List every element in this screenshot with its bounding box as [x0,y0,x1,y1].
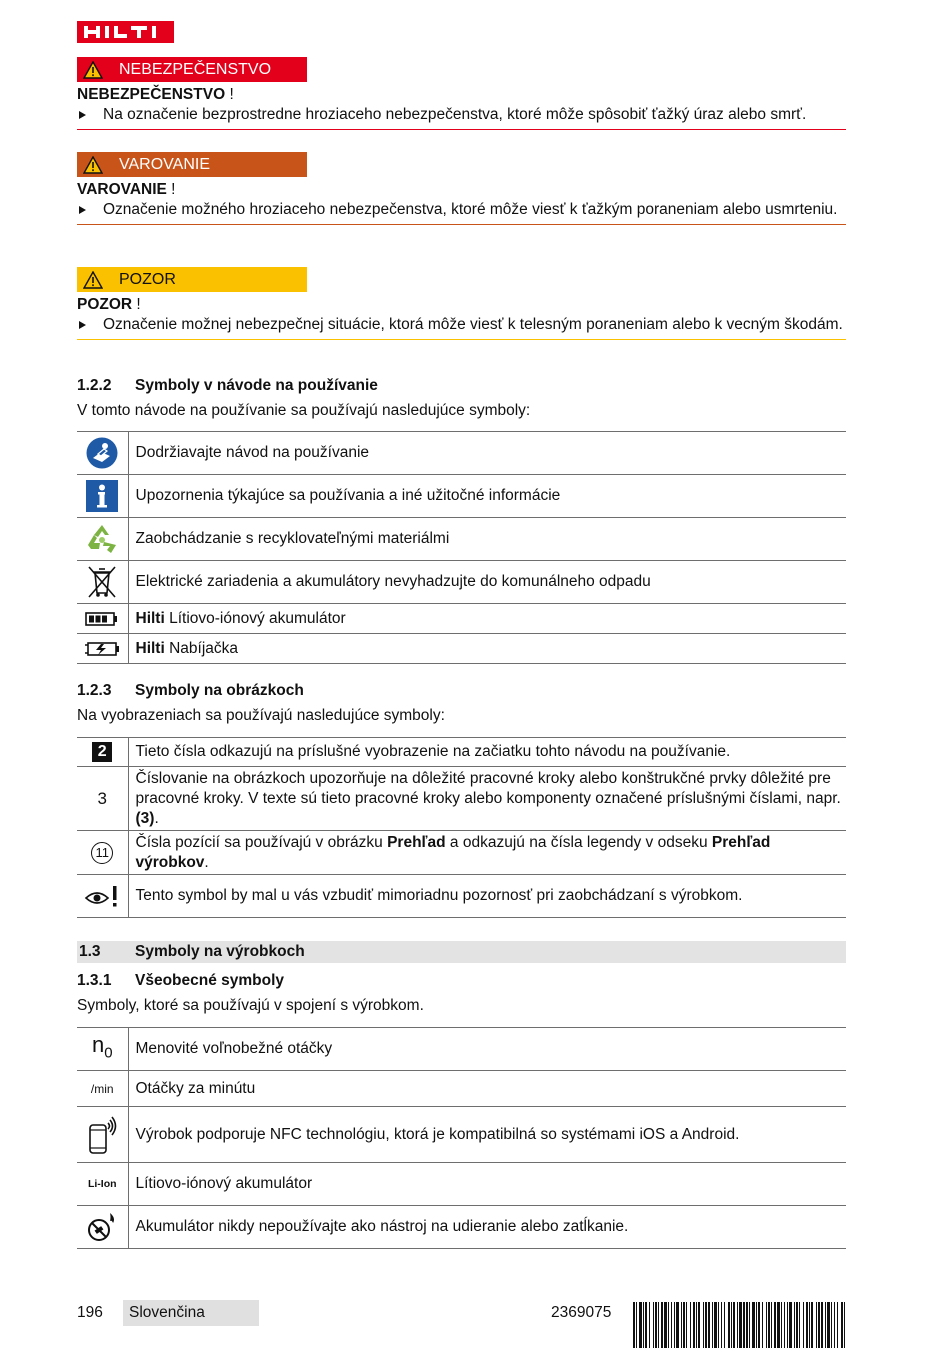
barcode-bar [649,1302,650,1348]
barcode-bar [664,1302,667,1348]
hazard-label-danger [77,57,307,82]
per-minute-icon: /min [90,1081,114,1096]
hazard-exclaim: ! [166,181,176,198]
barcode-bar [796,1302,798,1348]
symbol-desc: Tento symbol by mal u vás vzbudiť mimoriadnu pozornosť pri zaobchádzaní s výrobkom. [128,875,846,918]
hazard-title-text: POZOR [77,296,133,313]
info-icon [86,480,118,512]
barcode-bar [752,1302,755,1348]
table-row [77,767,846,831]
symbol-desc: Lítiovo-iónový akumulátor [128,1163,846,1206]
symbol-cell [77,738,128,767]
symbol-cell [77,604,128,634]
section-title: Symboly na výrobkoch [135,943,305,960]
symbol-desc: Akumulátor nikdy nepoužívajte ako nástroj na udieranie alebo zatĺkanie. [128,1206,846,1249]
barcode-bar [771,1302,772,1348]
brand-name: Hilti [135,609,165,627]
barcode-bar [758,1302,760,1348]
symbol-desc-end: . [154,809,159,827]
table-row [77,875,846,918]
barcode-bar [733,1302,735,1348]
barcode-bar [816,1302,817,1348]
barcode-bar [749,1302,750,1348]
icon-subscript: 0 [104,1044,113,1062]
barcode-bar [811,1302,813,1348]
warning-triangle-icon [83,271,103,289]
barcode-bar [787,1302,788,1348]
attention-eye-icon [84,884,120,908]
hazard-exclaim: ! [132,296,141,313]
barcode-bar [821,1302,823,1348]
barcode-bar [825,1302,826,1348]
barcode-bar [768,1302,770,1348]
barcode-bar [636,1302,637,1348]
step-number-icon: 3 [97,788,107,808]
symbols-product-table [77,1027,846,1249]
hazard-text: Označenie možnej nebezpečnej situácie, ktorá môže viesť k telesným poraneniam alebo k vecným škodám. [103,316,843,333]
symbol-desc [128,604,846,634]
page-footer [77,1300,846,1330]
barcode-bar [661,1302,663,1348]
section-intro: V tomto návode na používanie sa používajú nasledujúce symboly: [77,402,531,419]
barcode-bar [803,1302,804,1348]
barcode-bar [705,1302,707,1348]
no-load-speed-icon [91,1031,113,1063]
barcode-bar [827,1302,830,1348]
barcode-graphic [633,1302,846,1348]
hazard-item [77,315,846,335]
hazard-title [77,180,846,200]
symbol-cell [77,1107,128,1163]
table-row [77,475,846,518]
section-intro: Na vyobrazeniach sa používajú nasledujúce symboly: [77,707,445,724]
crossed-bin-icon [86,564,118,600]
symbol-desc-bold: Prehľad výrobkov [135,833,771,871]
barcode-bar [674,1302,675,1348]
barcode-bar [766,1302,767,1348]
barcode-bar [668,1302,669,1348]
symbol-cell [77,475,128,518]
barcode-bar [683,1302,685,1348]
hazard-title [77,295,846,315]
nfc-phone-icon [86,1115,118,1155]
symbol-cell [77,1206,128,1249]
symbol-desc: Elektrické zariadenia a akumulátory nevyhadzujte do komunálneho odpadu [128,561,846,604]
barcode-bar [841,1302,843,1348]
table-row [77,1163,846,1206]
symbol-desc [128,831,846,875]
symbol-desc: Výrobok podporuje NFC technológiu, ktorá je kompatibilná so systémami iOS a Android. [128,1107,846,1163]
language-label: Slovenčina [123,1300,259,1326]
bullet-arrow-icon [79,206,86,214]
section-number: 1.2.3 [77,682,112,699]
barcode-bar [831,1302,832,1348]
barcode-bar [794,1302,795,1348]
hazard-label-caution [77,267,307,292]
hazard-exclaim: ! [225,86,234,103]
barcode-bar [633,1302,635,1348]
barcode-bar [739,1302,742,1348]
warning-triangle-icon [83,61,103,79]
recycle-icon [85,523,119,555]
symbol-desc-end: . [204,853,209,871]
hazard-title-text: NEBEZPEČENSTVO [77,86,226,103]
hazard-caution [77,267,846,340]
hazard-label-text: POZOR [119,270,176,288]
manual-book-icon [86,437,118,469]
charger-icon [84,640,120,658]
barcode-bar [653,1302,654,1348]
hazard-label-text: VAROVANIE [119,155,210,173]
barcode-bar [718,1302,719,1348]
symbol-desc-text: Nabíjačka [164,639,239,657]
symbol-desc-text: Číslovanie na obrázkoch upozorňuje na dôležité pracovné kroky alebo konštrukčné prvky dôležité pre pracovné kroky. V texte sú tieto pracovné kroky alebo komponenty označené príslušnými číslami, napr. [135,769,841,807]
barcode-bar [728,1302,730,1348]
symbol-cell [77,634,128,664]
symbol-cell [77,1163,128,1206]
symbol-desc [128,767,846,831]
barcode-bar [686,1302,687,1348]
barcode-bar [781,1302,782,1348]
hazard-warning [77,152,846,225]
barcode-bar [743,1302,745,1348]
section-heading-1-2-3 [77,682,304,700]
symbol-cell [77,1028,128,1071]
hazard-danger [77,57,846,130]
symbol-desc-text: a odkazujú na čísla legendy v odseku [445,833,712,851]
barcode-bar [746,1302,748,1348]
symbol-desc-text: Lítiovo-iónový akumulátor [164,609,346,627]
hazard-title [77,85,846,105]
symbol-desc-bold: (3) [135,809,155,827]
barcode-bar [774,1302,776,1348]
barcode-bar [721,1302,722,1348]
section-number: 1.2.2 [77,377,112,394]
barcode-bar [756,1302,757,1348]
barcode-bar [698,1302,700,1348]
section-number: 1.3.1 [77,972,112,989]
section-title: Všeobecné symboly [135,972,285,989]
symbol-desc-text: Čísla pozícií sa používajú v obrázku [135,833,388,851]
symbol-cell [77,831,128,875]
barcode-bar [737,1302,738,1348]
barcode-bar [837,1302,838,1348]
table-row [77,634,846,664]
hazard-label-text: NEBEZPEČENSTVO [119,60,272,78]
barcode-bar [693,1302,695,1348]
hazard-item [77,200,846,220]
barcode-bar [799,1302,800,1348]
page-number: 196 [77,1304,103,1321]
no-hammering-icon [86,1211,118,1243]
barcode-bar [724,1302,725,1348]
li-ion-icon: Li-Ion [87,1178,117,1190]
table-row [77,831,846,875]
barcode-bar [806,1302,808,1348]
figure-number-icon: 2 [92,742,112,762]
hazard-title-text: VAROVANIE [77,181,167,198]
symbol-desc: Tieto čísla odkazujú na príslušné vyobrazenie na začiatku tohto návodu na používanie. [128,738,846,767]
symbol-desc: Otáčky za minútu [128,1071,846,1107]
barcode-bar [818,1302,820,1348]
table-row [77,432,846,475]
symbol-desc [128,634,846,664]
barcode-bar [809,1302,810,1348]
document-number: 2369075 [551,1304,612,1321]
barcode-bar [844,1302,845,1348]
barcode-bar [712,1302,713,1348]
bullet-arrow-icon [79,321,86,329]
section-heading-1-3-1 [77,972,284,990]
barcode-bar [703,1302,704,1348]
barcode-bar [681,1302,682,1348]
symbol-desc: Menovité voľnobežné otáčky [128,1028,846,1071]
symbol-desc: Dodržiavajte návod na používanie [128,432,846,475]
section-number: 1.3 [79,943,101,960]
table-row [77,1028,846,1071]
symbol-cell [77,432,128,475]
hazard-text: Na označenie bezprostredne hroziaceho nebezpečenstva, ktoré môže spôsobiť ťažký úraz alebo smrť. [103,106,807,123]
barcode-bar [708,1302,710,1348]
symbol-cell [77,875,128,918]
symbol-desc: Zaobchádzanie s recyklovateľnými materiálmi [128,518,846,561]
barcode-bar [714,1302,717,1348]
barcode-bar [777,1302,780,1348]
barcode-bar [731,1302,732,1348]
hilti-logo [77,21,174,43]
barcode-bar [671,1302,672,1348]
symbols-manual-table [77,431,846,664]
warning-triangle-icon [83,156,103,174]
barcode-bar [639,1302,642,1348]
section-heading-1-3 [77,941,846,963]
symbol-desc: Upozornenia týkajúce sa používania a iné užitočné informácie [128,475,846,518]
table-row [77,1206,846,1249]
symbols-figures-table [77,737,846,918]
hazard-rule [77,224,846,225]
hazard-item [77,105,846,125]
symbol-desc-bold: Prehľad [387,833,446,851]
barcode-bar [784,1302,785,1348]
battery-icon [85,611,119,627]
barcode-bar [645,1302,647,1348]
barcode-bar [834,1302,835,1348]
barcode-bar [676,1302,679,1348]
bullet-arrow-icon [79,111,86,119]
table-row [77,604,846,634]
barcode-bar [696,1302,697,1348]
barcode-bar [658,1302,659,1348]
table-row [77,561,846,604]
symbol-cell [77,561,128,604]
table-row [77,738,846,767]
icon-letter: n [91,1031,105,1057]
section-title: Symboly na obrázkoch [135,682,304,699]
section-heading-1-2-2 [77,377,378,395]
table-row [77,518,846,561]
hazard-label-warning [77,152,307,177]
barcode-bar [690,1302,691,1348]
table-row [77,1071,846,1107]
symbol-cell [77,767,128,831]
barcode-bar [655,1302,657,1348]
table-row [77,1107,846,1163]
position-number-icon: 11 [91,842,113,864]
barcode-bar [762,1302,763,1348]
symbol-cell [77,518,128,561]
hazard-rule [77,339,846,340]
hazard-rule [77,129,846,130]
section-intro: Symboly, ktoré sa používajú v spojení s výrobkom. [77,997,424,1014]
barcode-bar [643,1302,644,1348]
barcode-bar [789,1302,792,1348]
brand-name: Hilti [135,639,165,657]
hazard-text: Označenie možného hroziaceho nebezpečenstva, ktoré môže viesť k ťažkým poraneniam alebo usmrteniu. [103,201,838,218]
symbol-cell [77,1071,128,1107]
section-title: Symboly v návode na používanie [135,377,378,394]
